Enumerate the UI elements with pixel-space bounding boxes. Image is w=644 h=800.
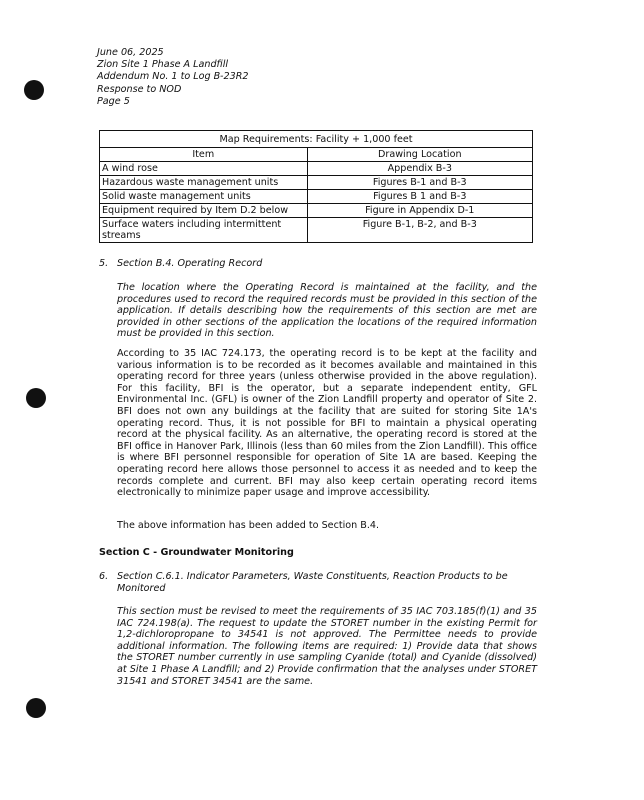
section-6-number: 6. [99,571,109,582]
table-cell-item: Solid waste management units [100,190,308,204]
header-date: June 06, 2025 [97,47,164,58]
table-cell-item: A wind rose [100,162,308,176]
binder-hole-top [24,80,44,100]
header-site: Zion Site 1 Phase A Landfill [97,59,229,71]
table-title: Map Requirements: Facility + 1,000 feet [100,131,533,148]
table-row [100,176,533,190]
binder-hole-bottom [26,698,46,718]
table-row [100,162,533,176]
section-5-added-note: The above information has been added to Section B.4. [117,520,380,531]
column-header-item: Item [100,148,308,162]
table-cell-location: Figures B-1 and B-3 [307,176,532,190]
table-cell-location: Figure in Appendix D-1 [307,204,532,218]
section-c-title: Section C - Groundwater Monitoring [99,547,294,558]
section-6-requirement: This section must be revised to meet the requirements of 35 IAC 703.185(f)(1) and 35 IAC 724.198(a). The request to update the STORET number in the existing Permit for 1,2-dichloropropane to 34541 is not approved. The Permittee needs to provide additional information. The following items are required: 1) Provide data that shows the STORET number currently in use sampling Cyanide (total) and Cyanide (dissolved) at Site 1 Phase A Landfill; and 2) Provide confirmation that the analyses under STORET 31541 and STORET 34541 are the same. [117,606,537,687]
table-row [100,204,533,218]
table-cell-location: Figures B 1 and B-3 [307,190,532,204]
table-cell-item: Surface waters including intermittent streams [100,218,308,243]
section-5-requirement: The location where the Operating Record is maintained at the facility, and the procedures used to record the required records must be provided in this section of the application. If details describing how the requirements of this section are met are provided in other sections of the application the locations of the required information must be provided in this section. [117,282,537,340]
column-header-location: Drawing Location [307,148,532,162]
table-cell-location: Figure B-1, B-2, and B-3 [307,218,532,243]
table-title-row [100,131,533,148]
binder-hole-middle [26,388,46,408]
section-5-number: 5. [99,258,109,269]
map-requirements-table [99,130,533,243]
table-row [100,218,533,243]
page-header [97,47,248,108]
table-header-row [100,148,533,162]
header-page-number: Page 5 [97,95,130,107]
table-cell-item: Hazardous waste management units [100,176,308,190]
table-row [100,190,533,204]
table-cell-item: Equipment required by Item D.2 below [100,204,308,218]
table-cell-location: Appendix B-3 [307,162,532,176]
section-5-heading: Section B.4. Operating Record [117,258,263,269]
header-addendum: Addendum No. 1 to Log B-23R2 [97,71,249,83]
section-5-response: According to 35 IAC 724.173, the operating record is to be kept at the facility and various information is to be recorded as it becomes available and maintained in this operating record for three years (unless otherwise provided in the above regulation). For this facility, BFI is the operator, but a separate independent entity, GFL Environmental Inc. (GFL) is owner of the Zion Landfill property and operator of Site 2. BFI does not own any buildings at the facility that are suited for storing Site 1A's operating record. Thus, it is not possible for BFI to maintain a physical operating record at the physical facility. As an alternative, the operating record is stored at the BFI office in Hanover Park, Illinois (less than 60 miles from the Zion Landfill). This office is where BFI personnel responsible for operation of Site 1A are based. Keeping the operating record here allows those personnel to access it as needed and to keep the records complete and current. BFI may also keep certain operating record items electronically to minimize paper usage and improve accessibility. [117,348,537,499]
section-6-heading: Section C.6.1. Indicator Parameters, Waste Constituents, Reaction Products to be Monitored [117,571,508,594]
header-response: Response to NOD [97,83,182,95]
